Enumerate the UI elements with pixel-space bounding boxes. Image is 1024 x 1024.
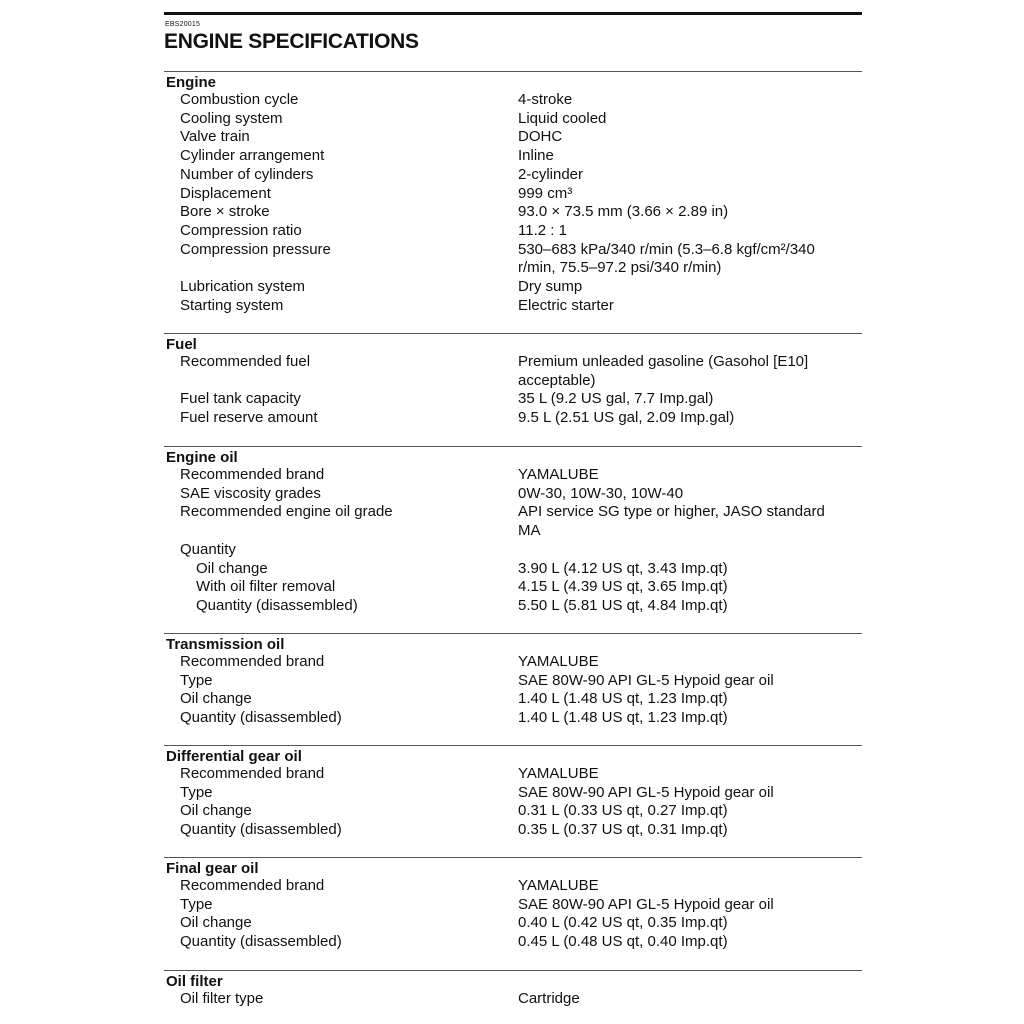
spec-value: 9.5 L (2.51 US gal, 2.09 Imp.gal) <box>518 409 735 427</box>
section-heading: Transmission oil <box>166 636 285 653</box>
spec-section <box>164 970 862 1009</box>
spec-value: SAE 80W-90 API GL-5 Hypoid gear oil <box>518 895 774 913</box>
spec-label: Starting system <box>180 296 284 314</box>
spec-value: Electric starter <box>518 296 614 314</box>
spec-label: Combustion cycle <box>180 91 299 108</box>
section-heading: Final gear oil <box>166 860 259 877</box>
spec-label: Quantity (disassembled) <box>196 596 358 614</box>
spec-section <box>164 857 862 952</box>
spec-value: YAMALUBE <box>518 653 599 670</box>
spec-label: Oil change <box>196 559 268 577</box>
doc-code: EBS20015 <box>165 21 201 28</box>
spec-value: SAE 80W-90 API GL-5 Hypoid gear oil <box>518 671 774 689</box>
spec-label: Lubrication system <box>180 278 306 296</box>
spec-label: Bore × stroke <box>180 203 270 221</box>
spec-value: 0.40 L (0.42 US qt, 0.35 Imp.qt) <box>518 914 728 932</box>
section-divider <box>164 71 862 72</box>
spec-label: Quantity <box>180 540 236 558</box>
spec-row <box>164 765 862 784</box>
spec-label: Compression pressure <box>180 240 331 258</box>
top-rule <box>164 12 862 15</box>
spec-value: 0.31 L (0.33 US qt, 0.27 Imp.qt) <box>518 802 728 820</box>
spec-label: Quantity (disassembled) <box>180 709 342 727</box>
spec-label: Type <box>180 671 213 689</box>
spec-label: Cylinder arrangement <box>180 147 325 165</box>
spec-row <box>164 597 862 616</box>
spec-label: Displacement <box>180 184 271 202</box>
spec-value: DOHC <box>518 128 563 146</box>
spec-row <box>164 690 862 709</box>
spec-value: SAE 80W-90 API GL-5 Hypoid gear oil <box>518 783 774 801</box>
spec-label: Fuel tank capacity <box>180 390 301 408</box>
spec-value: 35 L (9.2 US gal, 7.7 Imp.gal) <box>518 390 714 408</box>
spec-row <box>164 821 862 840</box>
spec-label: Oil change <box>180 802 252 820</box>
spec-value: Premium unleaded gasoline (Gasohol [E10] acceptable) <box>518 353 809 389</box>
section-heading: Engine <box>166 74 217 91</box>
spec-label: Oil filter type <box>180 990 264 1007</box>
spec-label: Recommended brand <box>180 653 325 670</box>
spec-row <box>164 578 862 597</box>
spec-row <box>164 222 862 241</box>
page-title: ENGINE SPECIFICATIONS <box>164 30 419 53</box>
spec-row <box>164 485 862 504</box>
spec-value: 1.40 L (1.48 US qt, 1.23 Imp.qt) <box>518 709 728 727</box>
spec-value: Inline <box>518 147 554 165</box>
spec-value: YAMALUBE <box>518 466 599 483</box>
spec-section <box>164 71 862 315</box>
spec-label: Oil change <box>180 690 252 708</box>
spec-row <box>164 110 862 129</box>
spec-value: YAMALUBE <box>518 765 599 782</box>
spec-label: Type <box>180 783 213 801</box>
spec-value: 4-stroke <box>518 91 573 108</box>
spec-row <box>164 241 862 278</box>
spec-row <box>164 541 862 560</box>
spec-value: API service SG type or higher, JASO standard MA <box>518 503 825 540</box>
section-divider <box>164 857 862 858</box>
spec-value: YAMALUBE <box>518 877 599 894</box>
spec-row <box>164 802 862 821</box>
spec-value: 5.50 L (5.81 US qt, 4.84 Imp.qt) <box>518 596 728 614</box>
spec-row <box>164 91 862 110</box>
spec-row <box>164 466 862 485</box>
spec-value: 2-cylinder <box>518 165 584 183</box>
spec-row <box>164 672 862 691</box>
spec-value: 3.90 L (4.12 US qt, 3.43 Imp.qt) <box>518 559 728 577</box>
spec-value: 0.45 L (0.48 US qt, 0.40 Imp.qt) <box>518 933 728 951</box>
spec-row <box>164 278 862 297</box>
spec-row <box>164 390 862 409</box>
section-heading: Fuel <box>166 336 197 353</box>
spec-label: Quantity (disassembled) <box>180 933 342 951</box>
spec-value: 4.15 L (4.39 US qt, 3.65 Imp.qt) <box>518 578 728 596</box>
spec-label: Recommended brand <box>180 466 325 483</box>
spec-label: Number of cylinders <box>180 165 314 183</box>
spec-row <box>164 185 862 204</box>
spec-value: 530–683 kPa/340 r/min (5.3–6.8 kgf/cm²/340 r/min, 75.5–97.2 psi/340 r/min) <box>518 240 815 277</box>
spec-row <box>164 709 862 728</box>
section-divider <box>164 745 862 746</box>
spec-label: Recommended fuel <box>180 353 311 370</box>
spec-row <box>164 203 862 222</box>
spec-label: Oil change <box>180 914 252 932</box>
section-heading: Engine oil <box>166 449 238 466</box>
spec-value <box>518 541 848 560</box>
spec-row <box>164 914 862 933</box>
spec-row <box>164 147 862 166</box>
spec-row <box>164 896 862 915</box>
spec-label: With oil filter removal <box>196 578 336 596</box>
spec-value: 999 cm³ <box>518 184 573 202</box>
spec-label: Recommended brand <box>180 765 325 782</box>
spec-label: Compression ratio <box>180 221 302 239</box>
spec-label: SAE viscosity grades <box>180 484 321 502</box>
spec-label: Type <box>180 895 213 913</box>
spec-section <box>164 333 862 428</box>
spec-row <box>164 653 862 672</box>
spec-row <box>164 297 862 316</box>
spec-row <box>164 784 862 803</box>
section-divider <box>164 633 862 634</box>
spec-value: Cartridge <box>518 990 580 1007</box>
spec-value: Dry sump <box>518 278 583 296</box>
spec-value: 0.35 L (0.37 US qt, 0.31 Imp.qt) <box>518 821 728 839</box>
spec-row <box>164 503 862 540</box>
spec-section <box>164 446 862 616</box>
spec-value: 1.40 L (1.48 US qt, 1.23 Imp.qt) <box>518 690 728 708</box>
section-divider <box>164 333 862 334</box>
spec-row <box>164 990 862 1009</box>
section-heading: Differential gear oil <box>166 748 302 765</box>
spec-value: 11.2 : 1 <box>518 221 567 239</box>
spec-label: Fuel reserve amount <box>180 409 318 427</box>
spec-row <box>164 560 862 579</box>
spec-value: Liquid cooled <box>518 109 607 127</box>
spec-row <box>164 128 862 147</box>
section-divider <box>164 970 862 971</box>
section-divider <box>164 446 862 447</box>
spec-row <box>164 877 862 896</box>
section-heading: Oil filter <box>166 973 223 990</box>
spec-value: 93.0 × 73.5 mm (3.66 × 2.89 in) <box>518 203 729 221</box>
spec-row <box>164 409 862 428</box>
spec-label: Quantity (disassembled) <box>180 821 342 839</box>
spec-label: Recommended engine oil grade <box>180 503 393 521</box>
spec-label: Valve train <box>180 128 250 146</box>
spec-row <box>164 166 862 185</box>
spec-section <box>164 633 862 728</box>
spec-row <box>164 933 862 952</box>
spec-row <box>164 353 862 390</box>
spec-label: Recommended brand <box>180 877 325 894</box>
spec-section <box>164 745 862 840</box>
spec-label: Cooling system <box>180 109 283 127</box>
spec-value: 0W-30, 10W-30, 10W-40 <box>518 484 684 502</box>
